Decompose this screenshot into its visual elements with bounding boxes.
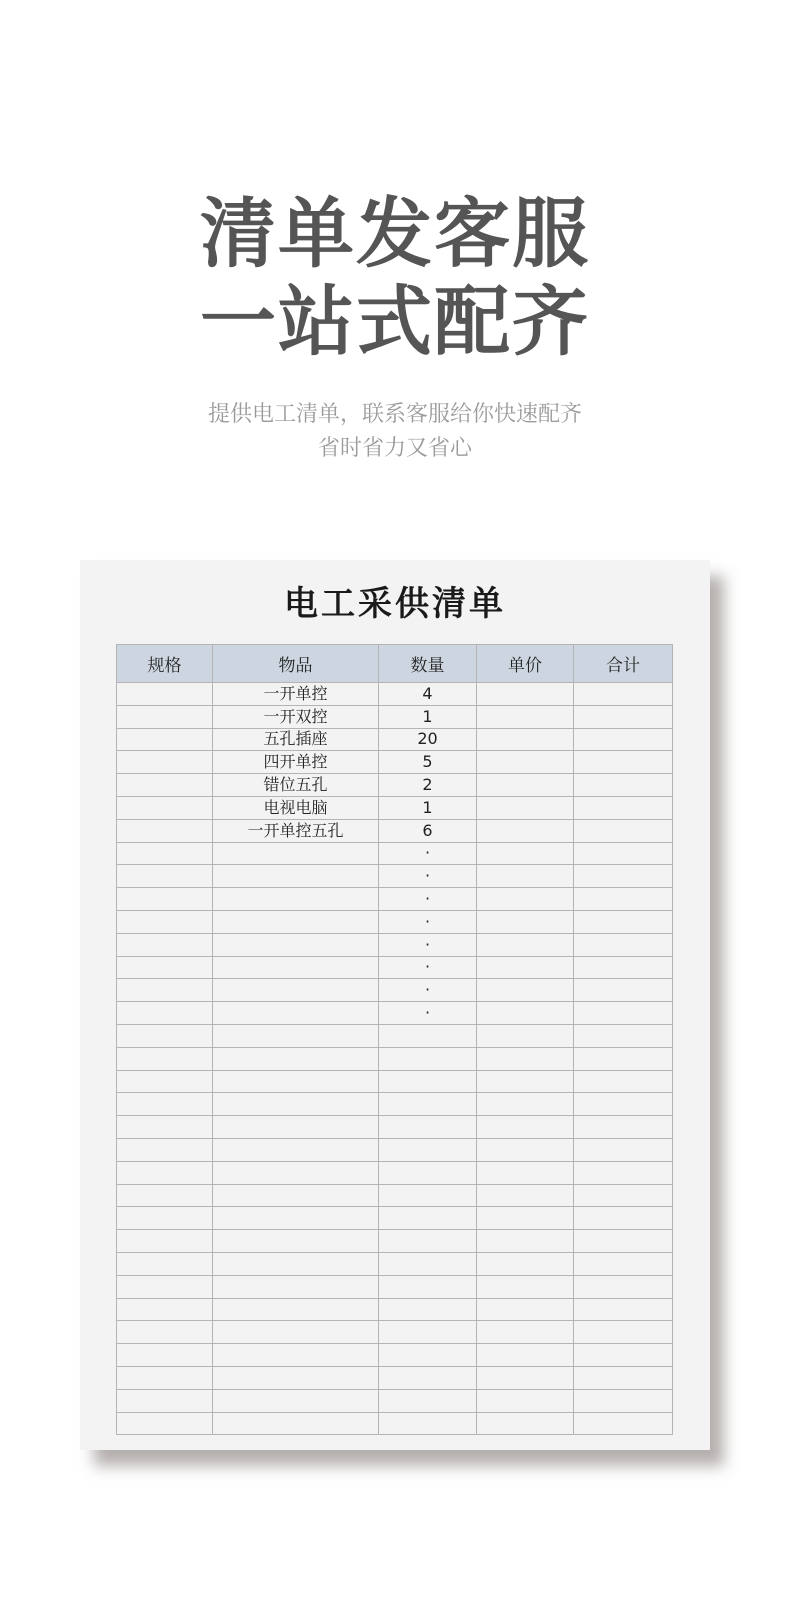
cell-item: [213, 1389, 379, 1412]
cell-item: 五孔插座: [213, 728, 379, 751]
cell-total: [574, 1184, 673, 1207]
table-row: [117, 910, 673, 933]
cell-spec: [117, 1093, 213, 1116]
cell-item: 电视电脑: [213, 796, 379, 819]
cell-spec: [117, 796, 213, 819]
cell-total: [574, 1093, 673, 1116]
cell-qty: [379, 1298, 477, 1321]
cell-item: [213, 1184, 379, 1207]
cell-item: [213, 1230, 379, 1253]
cell-qty: [379, 1161, 477, 1184]
cell-price: [477, 1116, 574, 1139]
cell-price: [477, 842, 574, 865]
cell-item: [213, 933, 379, 956]
cell-item: [213, 1161, 379, 1184]
header-row: [117, 645, 673, 683]
cell-spec: [117, 979, 213, 1002]
cell-spec: [117, 1184, 213, 1207]
cell-item: [213, 1002, 379, 1025]
table-row: [117, 1116, 673, 1139]
cell-spec: [117, 888, 213, 911]
cell-total: [574, 683, 673, 706]
cell-qty: ·: [379, 842, 477, 865]
cell-total: [574, 1344, 673, 1367]
cell-price: [477, 1207, 574, 1230]
cell-spec: [117, 1252, 213, 1275]
cell-qty: [379, 1389, 477, 1412]
cell-item: 四开单控: [213, 751, 379, 774]
cell-price: [477, 1275, 574, 1298]
cell-price: [477, 1412, 574, 1435]
cell-price: [477, 728, 574, 751]
cell-total: [574, 1024, 673, 1047]
cell-total: [574, 1298, 673, 1321]
cell-item: [213, 1047, 379, 1070]
table-row: [117, 1230, 673, 1253]
cell-spec: [117, 1321, 213, 1344]
table-row: [117, 1275, 673, 1298]
table-row: [117, 751, 673, 774]
cell-spec: [117, 1344, 213, 1367]
cell-spec: [117, 865, 213, 888]
cell-qty: ·: [379, 979, 477, 1002]
cell-spec: [117, 1116, 213, 1139]
cell-total: [574, 1389, 673, 1412]
cell-price: [477, 910, 574, 933]
cell-spec: [117, 1207, 213, 1230]
cell-qty: ·: [379, 910, 477, 933]
cell-qty: 5: [379, 751, 477, 774]
cell-price: [477, 774, 574, 797]
table-row: [117, 1389, 673, 1412]
cell-spec: [117, 1366, 213, 1389]
table-row: [117, 1024, 673, 1047]
table-row: [117, 774, 673, 797]
table-row: [117, 956, 673, 979]
cell-total: [574, 842, 673, 865]
cell-price: [477, 956, 574, 979]
table-row: [117, 819, 673, 842]
cell-item: [213, 1116, 379, 1139]
cell-price: [477, 933, 574, 956]
cell-total: [574, 1002, 673, 1025]
column-header-spec: 规格: [117, 645, 213, 683]
cell-spec: [117, 705, 213, 728]
cell-price: [477, 1002, 574, 1025]
cell-price: [477, 1184, 574, 1207]
table-row: [117, 683, 673, 706]
purchase-list-table: [116, 644, 673, 1435]
cell-price: [477, 888, 574, 911]
headline-line-2: 一站式配齐: [200, 277, 590, 366]
cell-total: [574, 1047, 673, 1070]
cell-spec: [117, 774, 213, 797]
cell-item: 一开单控五孔: [213, 819, 379, 842]
cell-spec: [117, 1275, 213, 1298]
table-body: [117, 683, 673, 1435]
cell-item: [213, 1412, 379, 1435]
cell-qty: 1: [379, 796, 477, 819]
cell-spec: [117, 683, 213, 706]
cell-spec: [117, 728, 213, 751]
cell-spec: [117, 1138, 213, 1161]
cell-qty: 1: [379, 705, 477, 728]
cell-qty: [379, 1366, 477, 1389]
table-row: [117, 1184, 673, 1207]
cell-price: [477, 1138, 574, 1161]
cell-price: [477, 705, 574, 728]
cell-total: [574, 865, 673, 888]
cell-qty: ·: [379, 933, 477, 956]
cell-spec: [117, 910, 213, 933]
cell-total: [574, 979, 673, 1002]
table-row: [117, 796, 673, 819]
cell-spec: [117, 1412, 213, 1435]
cell-spec: [117, 1024, 213, 1047]
cell-price: [477, 751, 574, 774]
cell-spec: [117, 1298, 213, 1321]
cell-spec: [117, 842, 213, 865]
table-row: [117, 1252, 673, 1275]
cell-qty: [379, 1275, 477, 1298]
cell-qty: 6: [379, 819, 477, 842]
cell-qty: [379, 1093, 477, 1116]
cell-price: [477, 865, 574, 888]
cell-qty: [379, 1184, 477, 1207]
table-row: [117, 1047, 673, 1070]
cell-item: [213, 1321, 379, 1344]
cell-qty: ·: [379, 888, 477, 911]
cell-price: [477, 1366, 574, 1389]
cell-qty: [379, 1412, 477, 1435]
cell-spec: [117, 1002, 213, 1025]
cell-price: [477, 683, 574, 706]
cell-item: 错位五孔: [213, 774, 379, 797]
cell-item: [213, 1138, 379, 1161]
cell-qty: 20: [379, 728, 477, 751]
cell-qty: 2: [379, 774, 477, 797]
cell-total: [574, 1070, 673, 1093]
cell-qty: ·: [379, 956, 477, 979]
subtitle-line-1: 提供电工清单，联系客服给你快速配齐: [207, 402, 582, 427]
cell-item: [213, 979, 379, 1002]
cell-spec: [117, 751, 213, 774]
cell-spec: [117, 1230, 213, 1253]
cell-spec: [117, 1047, 213, 1070]
cell-total: [574, 933, 673, 956]
table-row: [117, 1366, 673, 1389]
cell-total: [574, 1366, 673, 1389]
table-row: [117, 933, 673, 956]
cell-item: 一开单控: [213, 683, 379, 706]
cell-total: [574, 819, 673, 842]
cell-qty: [379, 1024, 477, 1047]
cell-item: [213, 956, 379, 979]
cell-total: [574, 751, 673, 774]
cell-qty: [379, 1230, 477, 1253]
table-row: [117, 1070, 673, 1093]
cell-item: [213, 888, 379, 911]
cell-qty: [379, 1252, 477, 1275]
cell-item: [213, 842, 379, 865]
cell-total: [574, 774, 673, 797]
cell-price: [477, 1230, 574, 1253]
cell-price: [477, 796, 574, 819]
cell-item: [213, 1070, 379, 1093]
cell-qty: [379, 1070, 477, 1093]
cell-total: [574, 1252, 673, 1275]
table-row: [117, 1207, 673, 1230]
cell-total: [574, 1116, 673, 1139]
cell-qty: 4: [379, 683, 477, 706]
table-row: [117, 865, 673, 888]
column-header-qty: 数量: [379, 645, 477, 683]
cell-total: [574, 956, 673, 979]
table-row: [117, 1002, 673, 1025]
table-row: [117, 1138, 673, 1161]
cell-qty: [379, 1321, 477, 1344]
cell-price: [477, 1344, 574, 1367]
cell-item: [213, 1344, 379, 1367]
cell-qty: [379, 1116, 477, 1139]
cell-item: [213, 1275, 379, 1298]
cell-total: [574, 888, 673, 911]
cell-item: [213, 910, 379, 933]
cell-item: [213, 865, 379, 888]
cell-qty: ·: [379, 865, 477, 888]
table-row: [117, 1298, 673, 1321]
purchase-list-sheet: [80, 560, 710, 1450]
cell-total: [574, 1138, 673, 1161]
subtitle-line-2: 省时省力又省心: [317, 436, 472, 461]
table-row: [117, 705, 673, 728]
cell-item: [213, 1366, 379, 1389]
cell-total: [574, 1161, 673, 1184]
cell-qty: [379, 1207, 477, 1230]
headline-line-1: 清单发客服: [200, 189, 590, 278]
cell-price: [477, 1298, 574, 1321]
cell-price: [477, 1024, 574, 1047]
table-row: [117, 1161, 673, 1184]
cell-spec: [117, 1161, 213, 1184]
cell-spec: [117, 1389, 213, 1412]
cell-qty: [379, 1047, 477, 1070]
table-row: [117, 888, 673, 911]
cell-total: [574, 1230, 673, 1253]
cell-total: [574, 705, 673, 728]
cell-spec: [117, 933, 213, 956]
cell-price: [477, 1093, 574, 1116]
table-row: [117, 842, 673, 865]
cell-price: [477, 1047, 574, 1070]
cell-price: [477, 1070, 574, 1093]
cell-spec: [117, 819, 213, 842]
cell-item: [213, 1252, 379, 1275]
cell-total: [574, 796, 673, 819]
sheet-title: 电工采供清单: [284, 584, 506, 624]
cell-price: [477, 1389, 574, 1412]
cell-spec: [117, 1070, 213, 1093]
cell-item: [213, 1298, 379, 1321]
cell-price: [477, 1321, 574, 1344]
column-header-price: 单价: [477, 645, 574, 683]
cell-price: [477, 1252, 574, 1275]
cell-total: [574, 1412, 673, 1435]
cell-total: [574, 910, 673, 933]
cell-qty: [379, 1344, 477, 1367]
cell-item: 一开双控: [213, 705, 379, 728]
cell-price: [477, 1161, 574, 1184]
cell-qty: ·: [379, 1002, 477, 1025]
cell-price: [477, 979, 574, 1002]
cell-qty: [379, 1138, 477, 1161]
cell-price: [477, 819, 574, 842]
table-row: [117, 1344, 673, 1367]
cell-item: [213, 1207, 379, 1230]
cell-item: [213, 1024, 379, 1047]
table-row: [117, 1093, 673, 1116]
cell-spec: [117, 956, 213, 979]
table-row: [117, 979, 673, 1002]
column-header-item: 物品: [213, 645, 379, 683]
table-row: [117, 1412, 673, 1435]
cell-total: [574, 1321, 673, 1344]
cell-total: [574, 1207, 673, 1230]
cell-item: [213, 1093, 379, 1116]
column-header-total: 合计: [574, 645, 673, 683]
cell-total: [574, 1275, 673, 1298]
table-row: [117, 1321, 673, 1344]
table-row: [117, 728, 673, 751]
cell-total: [574, 728, 673, 751]
